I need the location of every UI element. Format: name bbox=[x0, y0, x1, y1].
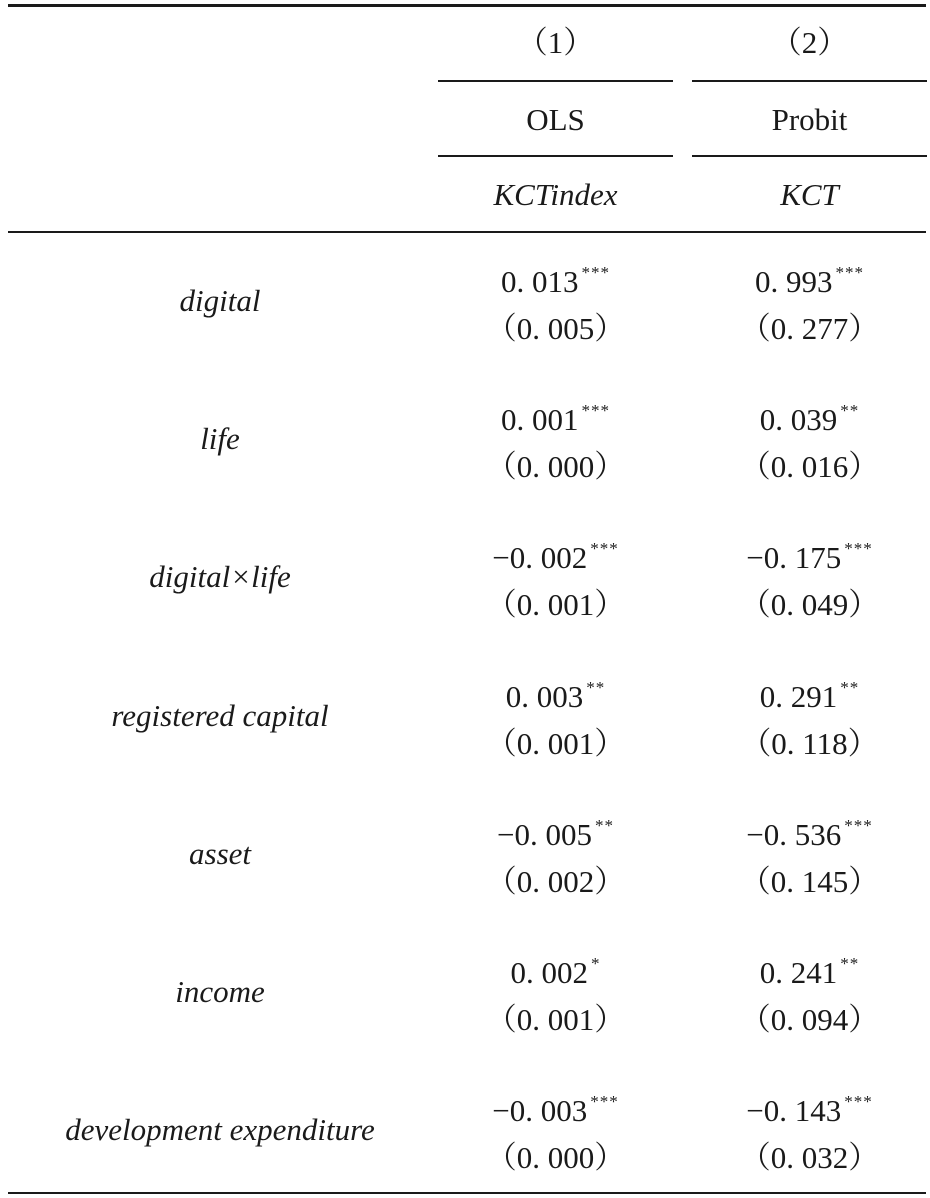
standard-error-cell: （0. 002） bbox=[485, 863, 626, 899]
standard-error-cell: （0. 001） bbox=[485, 1002, 626, 1037]
variable-label: income bbox=[175, 974, 265, 1009]
variable-label: digital bbox=[179, 283, 261, 318]
standard-error-cell: （0. 001） bbox=[485, 725, 626, 761]
coefficient-value: −0. 175 bbox=[746, 540, 842, 576]
coefficient-cell bbox=[438, 944, 673, 993]
significance-stars: *** bbox=[590, 539, 619, 559]
coefficient-value: 0. 001 bbox=[501, 402, 579, 438]
coefficient-cell bbox=[692, 253, 927, 302]
variable-label: digital×life bbox=[149, 559, 291, 595]
significance-stars: *** bbox=[581, 263, 610, 282]
coefficient-cell bbox=[692, 391, 927, 440]
coefficient-cell bbox=[692, 1082, 927, 1131]
column-2-dependent-variable: KCT bbox=[780, 177, 839, 212]
significance-stars: *** bbox=[590, 1092, 619, 1112]
variable-label: development expenditure bbox=[65, 1112, 375, 1148]
header-rule bbox=[8, 231, 926, 233]
coefficient-value: 0. 291 bbox=[759, 678, 838, 714]
coefficient-value: 0. 039 bbox=[759, 402, 838, 438]
coefficient-cell bbox=[438, 391, 673, 440]
coefficient-value: −0. 003 bbox=[492, 1093, 588, 1129]
standard-error-cell: （0. 049） bbox=[739, 587, 880, 623]
coefficient-value: 0. 003 bbox=[505, 678, 584, 714]
standard-error-cell: （0. 016） bbox=[739, 449, 880, 485]
coefficient-value: −0. 143 bbox=[746, 1093, 842, 1129]
significance-stars: ** bbox=[594, 815, 614, 835]
column-1-rule-upper bbox=[438, 80, 673, 82]
column-2-number: （2） bbox=[770, 25, 849, 60]
standard-error-cell: （0. 000） bbox=[485, 1140, 626, 1176]
coefficient-value: −0. 536 bbox=[746, 816, 842, 852]
standard-error-cell: （0. 277） bbox=[739, 311, 880, 346]
coefficient-cell bbox=[438, 529, 673, 578]
coefficient-cell bbox=[692, 668, 927, 717]
column-1-dependent-variable: KCTindex bbox=[493, 177, 618, 212]
variable-label: asset bbox=[189, 835, 251, 871]
variable-label: life bbox=[200, 421, 240, 457]
significance-stars: *** bbox=[844, 1092, 873, 1112]
standard-error-cell: （0. 032） bbox=[739, 1140, 880, 1176]
column-2-method: Probit bbox=[771, 102, 848, 137]
coefficient-value: −0. 005 bbox=[497, 816, 592, 852]
significance-stars: *** bbox=[835, 263, 864, 282]
standard-error-cell: （0. 000） bbox=[485, 449, 626, 485]
standard-error-cell: （0. 005） bbox=[485, 311, 626, 346]
significance-stars: ** bbox=[586, 677, 606, 697]
significance-stars: *** bbox=[844, 815, 873, 835]
coefficient-cell bbox=[438, 1082, 673, 1131]
significance-stars: *** bbox=[844, 539, 873, 559]
significance-stars: ** bbox=[840, 677, 860, 697]
coefficient-value: 0. 993 bbox=[755, 264, 833, 299]
significance-stars: * bbox=[591, 954, 601, 973]
significance-stars: ** bbox=[840, 954, 860, 973]
significance-stars: ** bbox=[840, 401, 860, 421]
coefficient-cell bbox=[692, 806, 927, 855]
standard-error-cell: （0. 094） bbox=[739, 1002, 880, 1037]
standard-error-cell: （0. 118） bbox=[740, 725, 879, 761]
significance-stars: *** bbox=[581, 401, 610, 421]
standard-error-cell: （0. 145） bbox=[739, 863, 880, 899]
coefficient-cell bbox=[692, 529, 927, 578]
variable-label: registered capital bbox=[111, 697, 329, 733]
top-rule bbox=[8, 4, 926, 7]
coefficient-cell bbox=[438, 253, 673, 302]
column-1-number: （1） bbox=[516, 25, 595, 60]
coefficient-value: 0. 241 bbox=[759, 955, 838, 990]
coefficient-value: 0. 013 bbox=[501, 264, 579, 299]
column-1-rule-lower bbox=[438, 155, 673, 157]
standard-error-cell: （0. 001） bbox=[485, 587, 626, 623]
coefficient-value: 0. 002 bbox=[510, 955, 588, 990]
coefficient-cell bbox=[692, 944, 927, 993]
coefficient-value: −0. 002 bbox=[492, 540, 588, 576]
coefficient-cell bbox=[438, 806, 673, 855]
bottom-rule bbox=[8, 1192, 926, 1194]
coefficient-cell bbox=[438, 668, 673, 717]
column-2-rule-upper bbox=[692, 80, 927, 82]
column-2-rule-lower bbox=[692, 155, 927, 157]
column-1-method: OLS bbox=[526, 102, 585, 137]
